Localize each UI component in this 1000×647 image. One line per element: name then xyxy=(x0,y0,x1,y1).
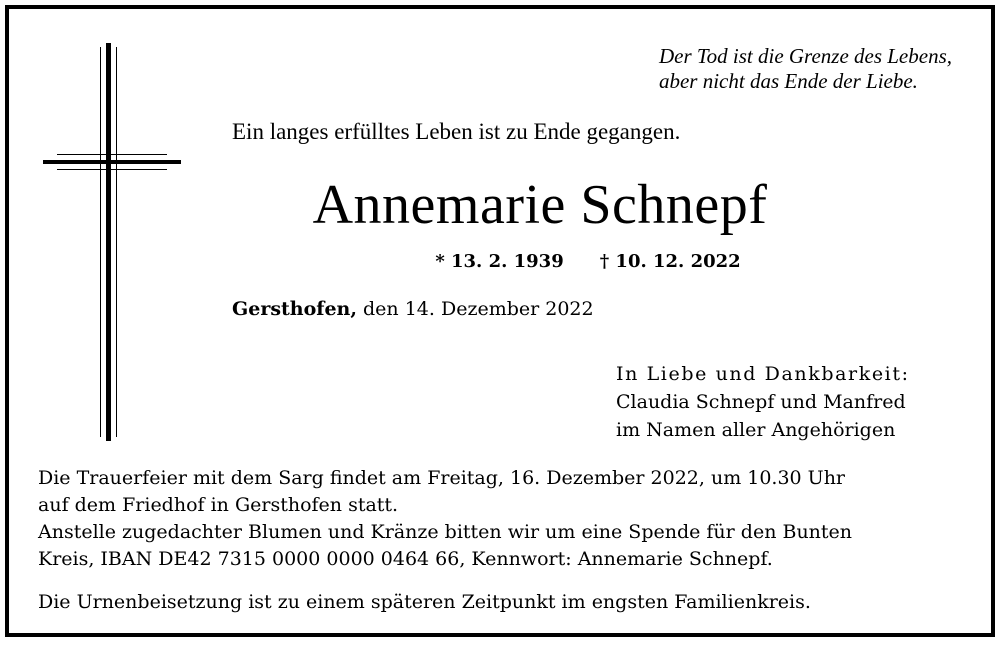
place-date xyxy=(232,298,594,320)
death-date: † 10. 12. 2022 xyxy=(599,251,741,272)
thanks-line-2: Claudia Schnepf und Manfred xyxy=(616,391,906,413)
deceased-name: Annemarie Schnepf xyxy=(312,174,768,236)
urn-notice: Die Urnenbeisetzung ist zu einem späteren Zeitpunkt im engsten Familienkreis. xyxy=(38,591,811,613)
birth-date: * 13. 2. 1939 xyxy=(435,251,564,272)
intro-text: Ein langes erfülltes Leben ist zu Ende gegangen. xyxy=(232,119,681,144)
service-notice xyxy=(38,465,978,573)
notice-line-1: Die Trauerfeier mit dem Sarg findet am Freitag, 16. Dezember 2022, um 10.30 Uhr xyxy=(38,467,846,489)
place-date-text: den 14. Dezember 2022 xyxy=(356,298,594,320)
notice-line-3: Anstelle zugedachter Blumen und Kränze bitten wir um eine Spende für den Bunten xyxy=(38,521,853,543)
thanks-line-3: im Namen aller Angehörigen xyxy=(616,419,896,441)
life-dates xyxy=(9,251,991,272)
place-city: Gersthofen, xyxy=(232,298,357,320)
mourners-block xyxy=(616,360,910,444)
notice-line-4: Kreis, IBAN DE42 7315 0000 0000 0464 66, Kennwort: Annemarie Schnepf. xyxy=(38,548,773,570)
motto xyxy=(659,44,952,94)
motto-line-2: aber nicht das Ende der Liebe. xyxy=(658,69,918,93)
thanks-line-1: In Liebe und Dankbarkeit: xyxy=(616,363,910,385)
motto-line-1: Der Tod ist die Grenze des Lebens, xyxy=(658,44,952,68)
cross-icon xyxy=(43,43,181,441)
notice-line-2: auf dem Friedhof in Gersthofen statt. xyxy=(38,494,399,516)
obituary-frame xyxy=(5,5,995,637)
